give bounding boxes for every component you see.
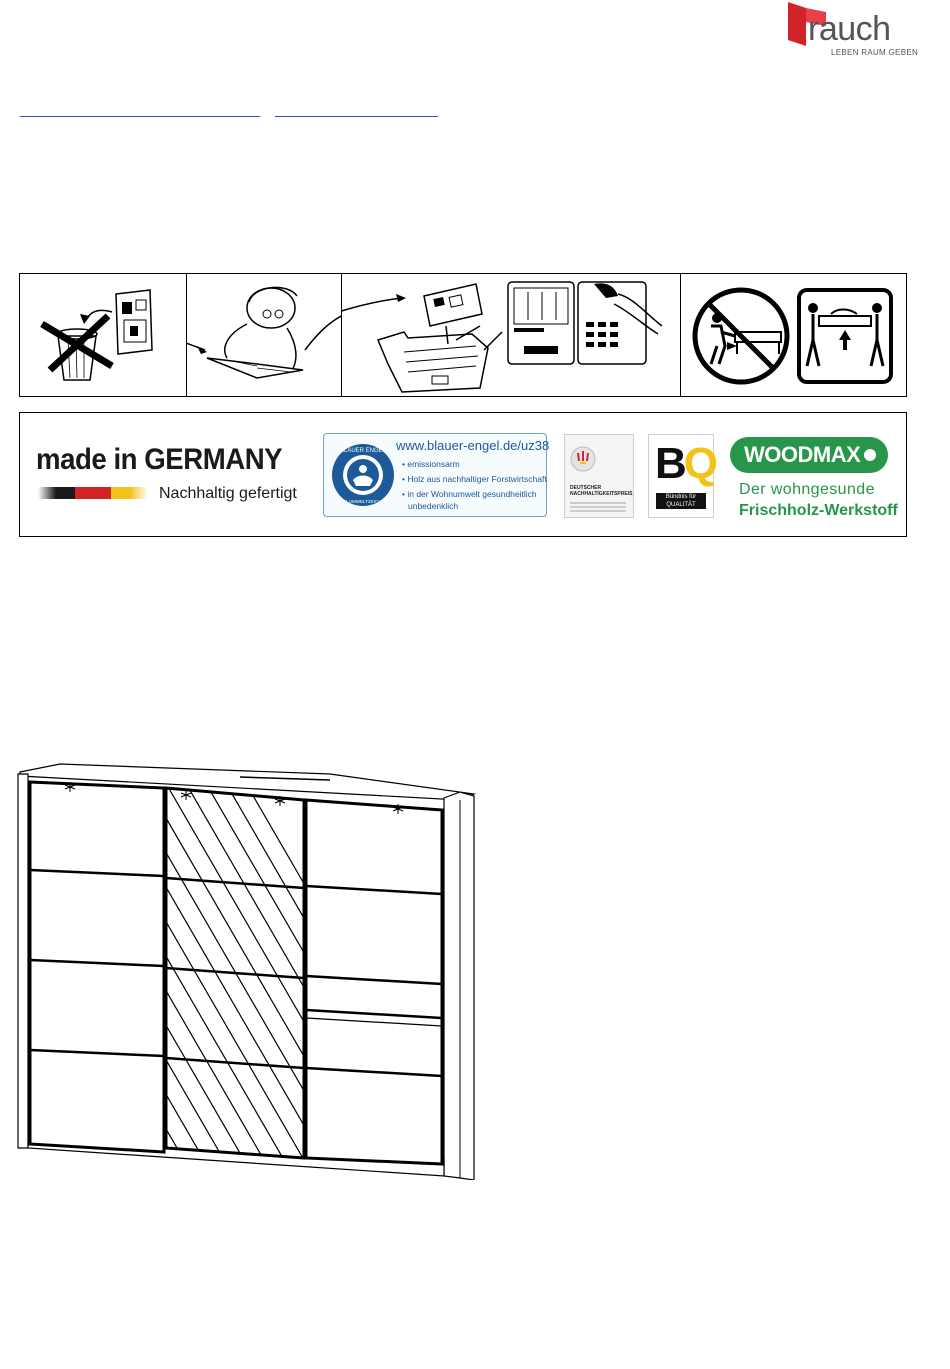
bq-quality-badge: [648, 434, 714, 518]
logo-wordmark: rauch: [808, 10, 891, 48]
instruction-pictogram-strip: [19, 273, 907, 397]
read-manual-icon: [187, 274, 341, 396]
link-underline-2[interactable]: [275, 100, 438, 117]
handling-warning-icons: [681, 274, 907, 396]
blauer-engel-badge: [323, 433, 550, 517]
blauer-engel-bullet: • in der Wohnumwelt gesundheitlich: [402, 489, 537, 499]
lift-two-people-icon: [799, 290, 891, 382]
bq-letter-q: Q: [683, 439, 716, 488]
woodmax-name: WOODMAX: [744, 442, 861, 467]
certification-strip: [19, 412, 907, 537]
award-sphere-icon: [565, 435, 635, 481]
award-label-line2: NACHHALTIGKEITSPREIS: [570, 491, 633, 497]
woodmax-badge: [730, 437, 888, 473]
bq-letter-b: B: [655, 439, 684, 488]
made-in-germany-title: made in GERMANY: [36, 443, 283, 476]
blauer-engel-bullet: • Holz aus nachhaltiger Forstwirtschaft: [402, 474, 547, 484]
seal-text-top: BLAUER ENGEL: [339, 448, 387, 454]
bq-label-line1: Bündnis für: [665, 494, 697, 500]
seal-text-bottom: DAS UMWELTZEICHEN: [338, 499, 388, 504]
no-drag-icon: [695, 290, 787, 382]
made-in-germany-subtitle: Nachhaltig gefertigt: [159, 485, 297, 502]
file-manual-icon: [342, 274, 680, 396]
woodmax-tagline-1: Der wohngesunde: [739, 481, 875, 498]
german-flag-bar: [38, 487, 148, 499]
award-label-line1: DEUTSCHER: [570, 485, 602, 491]
blauer-engel-seal-icon: [330, 442, 396, 508]
bq-label-line2: QUALITÄT: [666, 502, 696, 508]
blauer-engel-url[interactable]: www.blauer-engel.de/uz38: [396, 438, 550, 453]
blauer-engel-bullet: • emissionsarm: [402, 459, 460, 469]
nachhaltigkeitspreis-badge: [564, 434, 634, 518]
wardrobe-illustration: [14, 760, 484, 1180]
no-trash-icon: [20, 274, 186, 396]
woodmax-tagline-2: Frischholz-Werkstoff: [739, 502, 898, 519]
logo-tagline: LEBEN RAUM GEBEN: [831, 48, 919, 57]
rauch-logo: [786, 0, 919, 62]
link-underline-1[interactable]: [20, 100, 260, 117]
blauer-engel-bullet: unbedenklich: [408, 501, 459, 511]
